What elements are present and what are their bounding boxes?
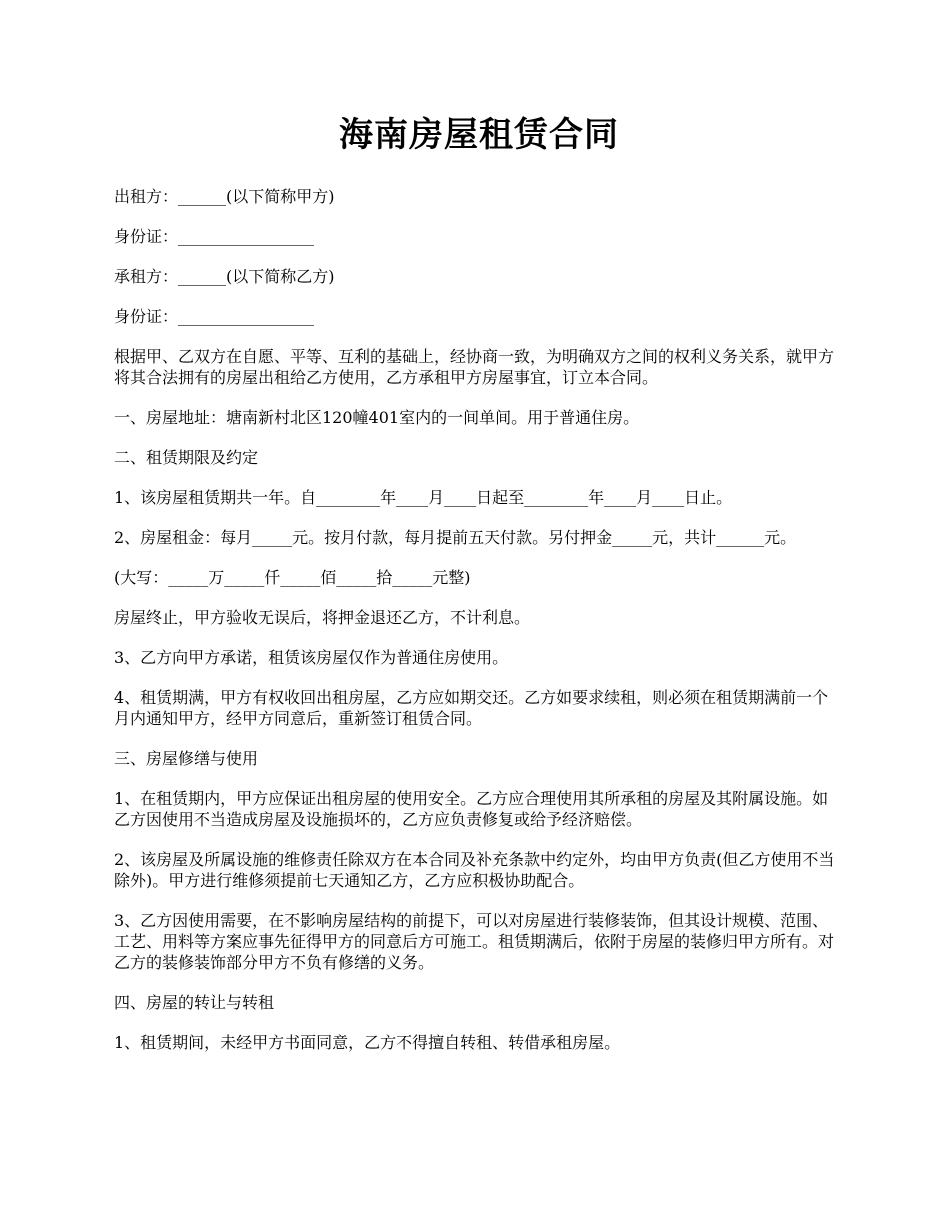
lessor-id-line: 身份证：_________________ bbox=[114, 227, 315, 246]
clause-3-1-safety: 1、在租赁期内，甲方应保证出租房屋的使用安全。乙方应合理使用其所承租的房屋及其附属设施。如乙方因使用不当造成房屋及设施损坏的，乙方应负责修复或给予经济赔偿。 bbox=[114, 789, 829, 829]
clause-2-2-rent: 2、房屋租金：每月_____元。按月付款，每月提前五天付款。另付押金_____元，共计______元。 bbox=[114, 528, 797, 547]
clause-2-1-term: 1、该房屋租赁期共一年。自________年____月____日起至________年____月____日止。 bbox=[114, 488, 733, 507]
clause-2-4-renewal: 4、租赁期满，甲方有权收回出租房屋，乙方应如期交还。乙方如要求续租，则必须在租赁期满前一个月内通知甲方，经甲方同意后，重新签订租赁合同。 bbox=[114, 688, 829, 728]
lessee-id-line: 身份证：_________________ bbox=[114, 307, 315, 326]
clause-4-1-sublet: 1、租赁期间，未经甲方书面同意，乙方不得擅自转租、转借承租房屋。 bbox=[114, 1033, 621, 1052]
section-1-address: 一、房屋地址：塘南新村北区120幢401室内的一间单间。用于普通住房。 bbox=[114, 408, 640, 427]
section-4-heading: 四、房屋的转让与转租 bbox=[114, 993, 275, 1012]
document-title: 海南房屋租赁合同 bbox=[339, 115, 619, 155]
clause-2-2-deposit-return: 房屋终止，甲方验收无误后，将押金退还乙方，不计利息。 bbox=[114, 608, 531, 627]
clause-2-3-usage: 3、乙方向甲方承诺，租赁该房屋仅作为普通住房使用。 bbox=[114, 648, 509, 667]
clause-3-3-decoration: 3、乙方因使用需要，在不影响房屋结构的前提下，可以对房屋进行装修装饰，但其设计规模、范围、工艺、用料等方案应事先征得甲方的同意后方可施工。租赁期满后，依附于房屋的装修归甲方所有。对乙方的装修装饰部分甲方不负有修缮的义务。 bbox=[114, 911, 835, 972]
clause-3-2-maintenance: 2、该房屋及所属设施的维修责任除双方在本合同及补充条款中约定外，均由甲方负责(但乙方使用不当除外)。甲方进行维修须提前七天通知乙方，乙方应积极协助配合。 bbox=[114, 850, 835, 890]
clause-2-2-amount-words: (大写：_____万_____仟_____佰_____拾_____元整) bbox=[114, 568, 471, 587]
lessee-line: 承租方：______(以下简称乙方) bbox=[114, 267, 335, 286]
document-page bbox=[114, 110, 844, 1072]
preamble-paragraph: 根据甲、乙双方在自愿、平等、互利的基础上，经协商一致，为明确双方之间的权利义务关系，就甲方将其合法拥有的房屋出租给乙方使用，乙方承租甲方房屋事宜，订立本合同。 bbox=[114, 347, 835, 387]
section-2-heading: 二、租赁期限及约定 bbox=[114, 448, 259, 467]
lessor-line: 出租方：______(以下简称甲方) bbox=[114, 187, 335, 206]
section-3-heading: 三、房屋修缮与使用 bbox=[114, 749, 259, 768]
